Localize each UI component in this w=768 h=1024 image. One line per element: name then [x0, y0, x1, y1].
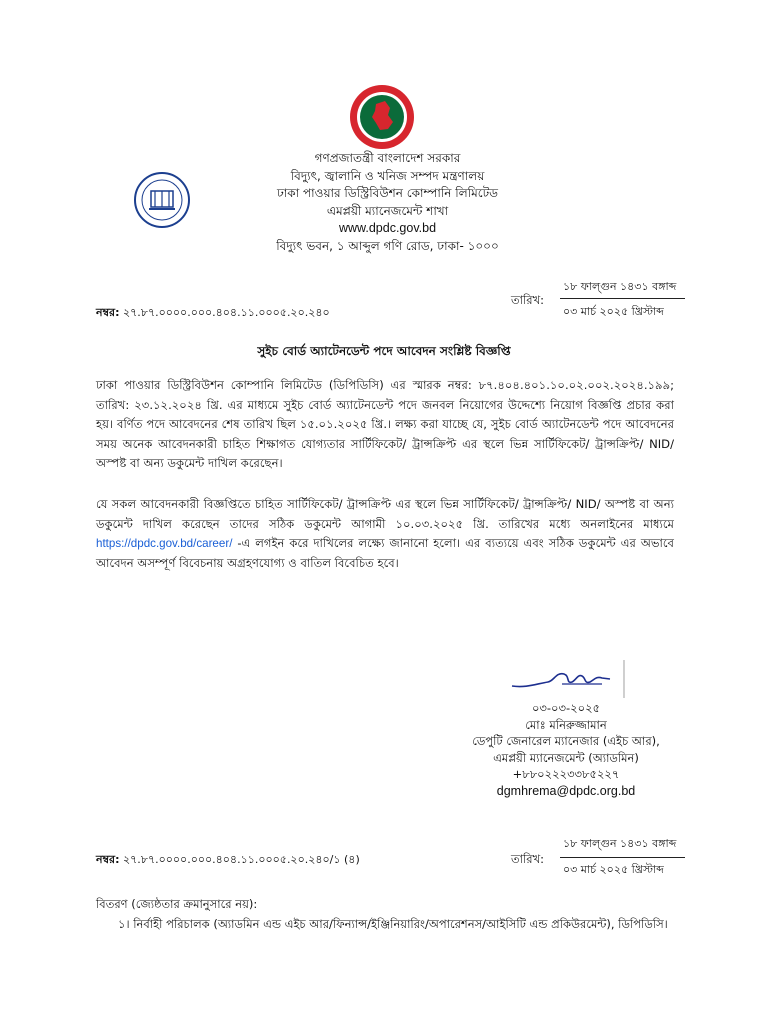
signatory-department: এমপ্লয়ী ম্যানেজমেন্ট (অ্যাডমিন) [493, 750, 639, 765]
date-bangla: ১৮ ফাল্গুন ১৪৩১ বঙ্গাব্দ [563, 280, 677, 293]
career-link[interactable]: https://dpdc.gov.bd/career/ [96, 537, 233, 551]
distribution-title: বিতরণ (জ্যেষ্ঠতার ক্রমানুসারে নয়): [96, 897, 258, 911]
date-divider-copy [560, 857, 685, 858]
date-gregorian: ০৩ মার্চ ২০২৫ খ্রিস্টাব্দ [563, 305, 664, 318]
paragraph-2-text-end: -এ লগইন করে দাখিলের লক্ষ্যে জানানো হলো। এর ব্যত্যয়ে এবং সঠিক ডকুমেন্ট এর অভাবে আবেদন অসম্পূর্ণ বিবেচনায় অগ্রহণযোগ্য ও বাতিল বিবেচিত হবে। [96, 536, 674, 570]
signatory-name: মোঃ মনিরুজ্জামান [525, 717, 607, 732]
signatory-designation: ডেপুটি জেনারেল ম্যানেজার (এইচ আর), [472, 734, 660, 748]
date-gregorian-copy: ০৩ মার্চ ২০২৫ খ্রিস্টাব্দ [563, 863, 664, 876]
signature-date: ০৩-০৩-২০২৫ [531, 701, 601, 715]
memo-number-value: ২৭.৮৭.০০০০.০০০.৪০৪.১১.০০০৫.২০.২৪০ [123, 306, 330, 319]
date-divider [560, 298, 685, 299]
distribution-list [96, 894, 668, 934]
website-link[interactable]: www.dpdc.gov.bd [338, 221, 437, 235]
memo-number-label: নম্বর: [96, 306, 120, 319]
date-bangla-copy: ১৮ ফাল্গুন ১৪৩১ বঙ্গাব্দ [563, 837, 677, 850]
signature-icon [506, 658, 626, 702]
department-name: এমপ্লয়ী ম্যানেজমেন্ট শাখা [326, 203, 449, 218]
letterhead [210, 150, 565, 255]
memo-number-copy-label: নম্বর: [96, 853, 120, 866]
notice-subject: সুইচ বোর্ড অ্যাটেনডেন্ট পদে আবেদন সংশ্লিষ্ট বিজ্ঞপ্তি [257, 344, 511, 358]
office-address: বিদ্যুৎ ভবন, ১ আব্দুল গণি রোড, ঢাকা- ১০০০ [276, 238, 499, 253]
ministry-name: বিদ্যুৎ, জ্বালানি ও খনিজ সম্পদ মন্ত্রণালয় [290, 168, 485, 183]
signature-block [436, 700, 696, 799]
signatory-email[interactable]: dgmhrema@dpdc.org.bd [496, 783, 636, 798]
body-paragraph-2 [96, 495, 674, 573]
date-label-copy: তারিখ: [511, 852, 545, 866]
government-name: গণপ্রজাতন্ত্রী বাংলাদেশ সরকার [314, 151, 461, 165]
paragraph-2-text-start: যে সকল আবেদনকারী বিজ্ঞপ্তিতে চাহিত সার্টিফিকেট/ ট্রান্সক্রিপ্ট এর স্থলে ভিন্ন সার্টিফিকেট/ ট্রান্সক্রিপ্ট/ NID/ অস্পষ্ট বা অন্য ডকুমেন্ট দাখিল করেছেন তাদের সঠিক ডকুমেন্ট আগামী ১০.০৩.২০২৫ খ্রি. তারিখের মধ্যে অনলাইনের মাধ্যমে [96, 497, 674, 531]
distribution-item: ১। নির্বাহী পরিচালক (অ্যাডমিন এন্ড এইচ আর/ফিন্যান্স/ইঞ্জিনিয়ারিং/অপারেশনস/আইসিটি এন্ড প্রকিউরমেন্ট), ডিপিডিসি। [118, 917, 668, 931]
memo-number [96, 304, 330, 323]
memo-number-copy-value: ২৭.৮৭.০০০০.০০০.৪০৪.১১.০০০৫.২০.২৪০/১ (৪) [123, 853, 360, 866]
company-name: ঢাকা পাওয়ার ডিস্ট্রিবিউশন কোম্পানি লিমিটেড [277, 186, 498, 200]
signatory-phone: +৮৮০২২২৩৩৮৫২২৭ [512, 767, 620, 781]
date-label: তারিখ: [511, 293, 545, 307]
memo-number-copy [96, 851, 360, 870]
bangladesh-government-seal-icon [349, 84, 415, 150]
dpdc-logo-icon [133, 171, 191, 229]
body-paragraph-1: ঢাকা পাওয়ার ডিস্ট্রিবিউশন কোম্পানি লিমিটেড (ডিপিডিসি) এর স্মারক নম্বর: ৮৭.৪০৪.৪০১.১০.০২.০০২.২০২৪.১৯৯; তারিখ: ২৩.১২.২০২৪ খ্রি. এর মাধ্যমে সুইচ বোর্ড অ্যাটেনডেন্ট পদে জনবল নিয়োগের উদ্দেশ্যে নিয়োগ বিজ্ঞপ্তি প্রচার করা হয়। বর্ণিত পদে আবেদনের শেষ তারিখ ছিল ১৫.০১.২০২৫ খ্রি.। লক্ষ্য করা যাচ্ছে যে, সুইচ বোর্ড অ্যাটেনডেন্ট পদে আবেদনের সময় অনেক আবেদনকারী চাহিত শিক্ষাগত যোগ্যতার সার্টিফিকেট/ ট্রান্সক্রিপ্ট এর স্থলে ভিন্ন সার্টিফিকেট/ ট্রান্সক্রিপ্ট/ NID/ অস্পষ্ট বা অন্য ডকুমেন্ট দাখিল করেছেন। [96, 378, 674, 471]
